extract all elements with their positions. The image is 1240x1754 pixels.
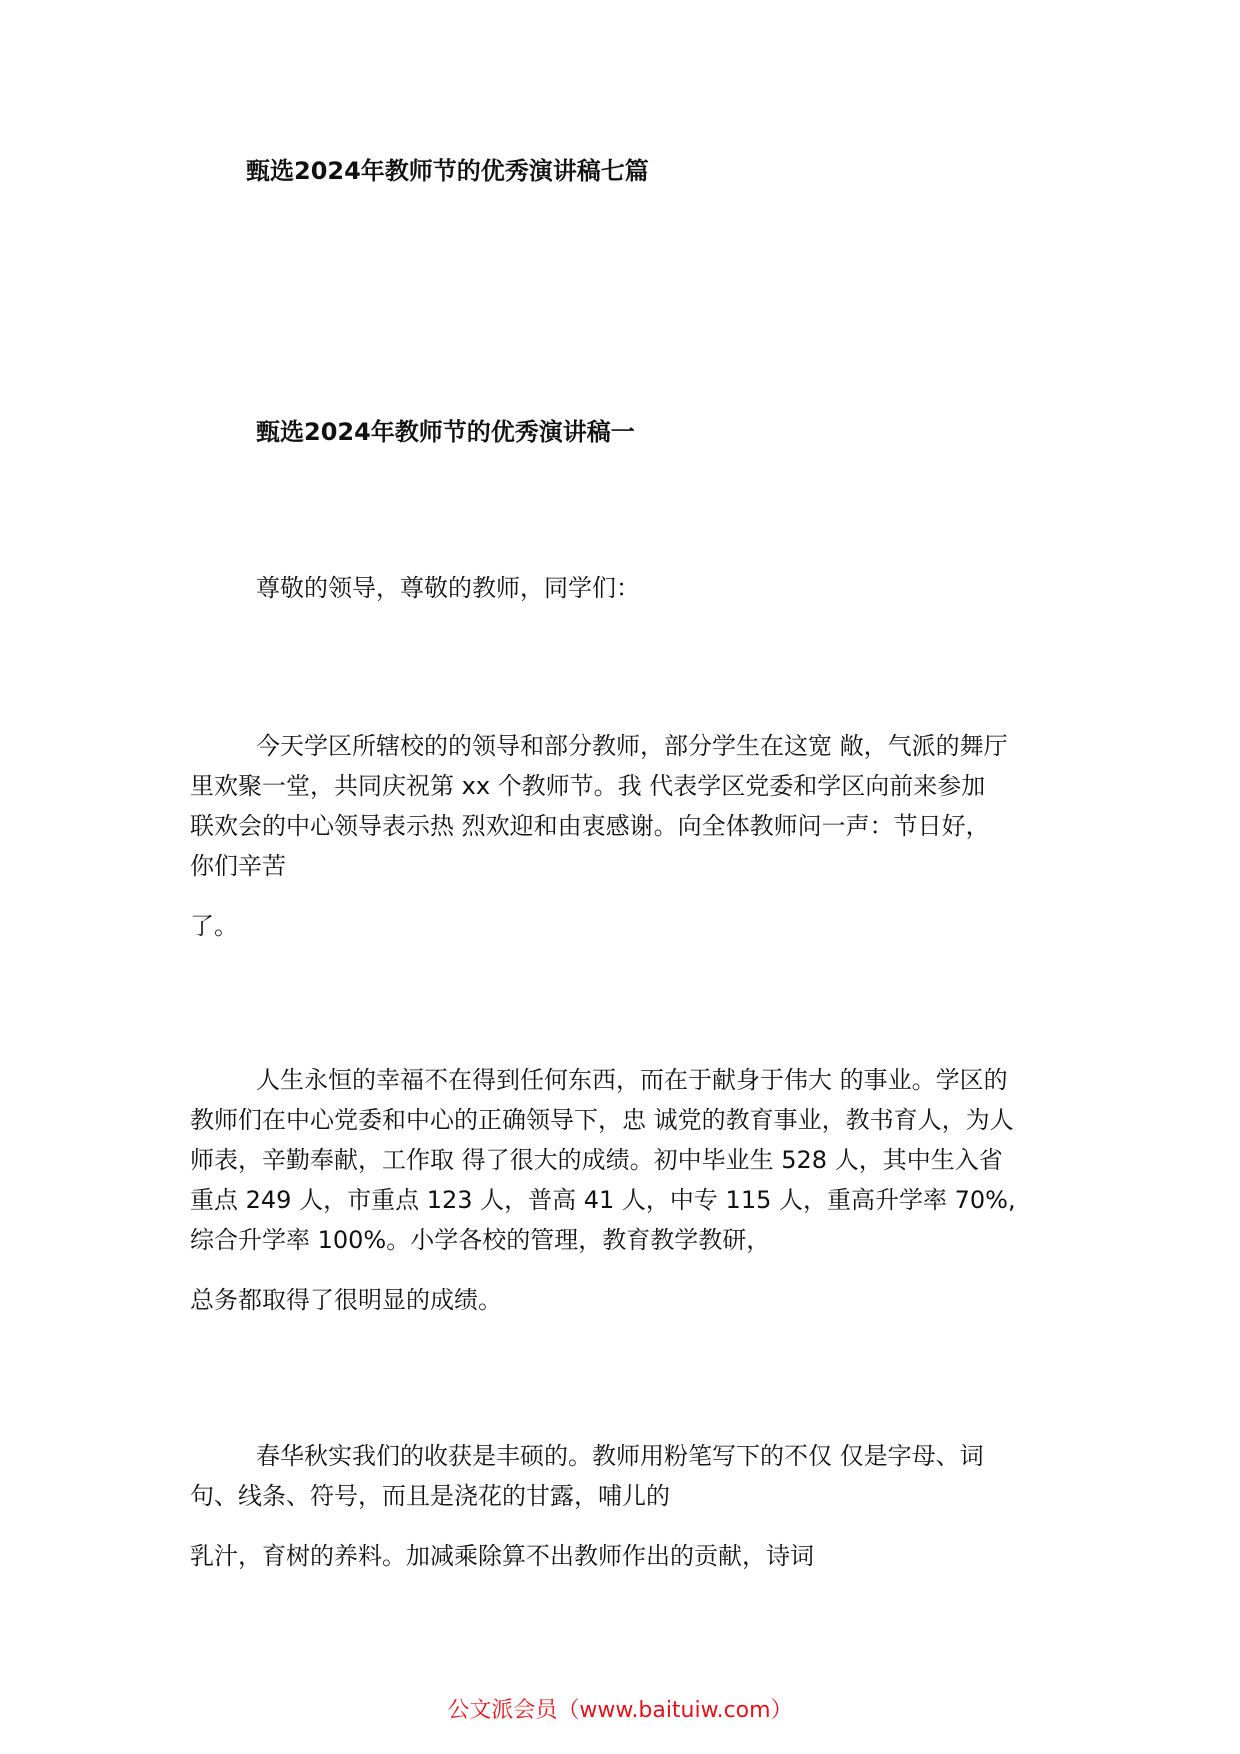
paragraph-line: 教师们在中心党委和中心的正确领导下，忠 诚党的教育事业，教书育人，为人 xyxy=(190,1106,1014,1134)
paragraph-line: 联欢会的中心领导表示热 烈欢迎和由衷感谢。向全体教师问一声：节日好， xyxy=(190,812,990,840)
greeting-line: 尊敬的领导，尊敬的教师，同学们： xyxy=(256,574,640,602)
paragraph-line: 了。 xyxy=(190,912,238,940)
paragraph-2 xyxy=(190,1060,1060,1260)
paragraph-3-tail xyxy=(190,1536,1060,1576)
paragraph-line: 人生永恒的幸福不在得到任何东西，而在于献身于伟大 的事业。学区的 xyxy=(256,1066,1008,1094)
paragraph-1-tail xyxy=(190,906,1060,946)
paragraph-line: 重点 249 人，市重点 123 人，普高 41 人，中专 115 人，重高升学率 70%, xyxy=(190,1186,1016,1214)
paragraph-line: 你们辛苦 xyxy=(190,852,286,880)
paragraph-line: 句、线条、符号，而且是浇花的甘露，哺儿的 xyxy=(190,1482,670,1510)
paragraph-line: 乳汁，育树的养料。加减乘除算不出教师作出的贡献，诗词 xyxy=(190,1542,814,1570)
paragraph-1 xyxy=(190,726,1060,886)
document-title: 甄选2024年教师节的优秀演讲稿七篇 xyxy=(246,157,649,185)
paragraph-line: 师表，辛勤奉献，工作取 得了很大的成绩。初中毕业生 528 人，其中生入省 xyxy=(190,1146,1003,1174)
paragraph-3 xyxy=(190,1436,1060,1516)
paragraph-line: 春华秋实我们的收获是丰硕的。教师用粉笔写下的不仅 仅是字母、词 xyxy=(256,1442,984,1470)
paragraph-line: 综合升学率 100%。小学各校的管理，教育教学教研， xyxy=(190,1226,771,1254)
section-title: 甄选2024年教师节的优秀演讲稿一 xyxy=(256,418,635,446)
paragraph-line: 今天学区所辖校的的领导和部分教师，部分学生在这宽 敞，气派的舞厅 xyxy=(256,732,1008,760)
paragraph-2-tail xyxy=(190,1280,1060,1320)
footer-watermark: 公文派会员（www.baituiw.com） xyxy=(447,1698,793,1723)
paragraph-line: 里欢聚一堂，共同庆祝第 xx 个教师节。我 代表学区党委和学区向前来参加 xyxy=(190,772,986,800)
paragraph-line: 总务都取得了很明显的成绩。 xyxy=(190,1286,502,1314)
